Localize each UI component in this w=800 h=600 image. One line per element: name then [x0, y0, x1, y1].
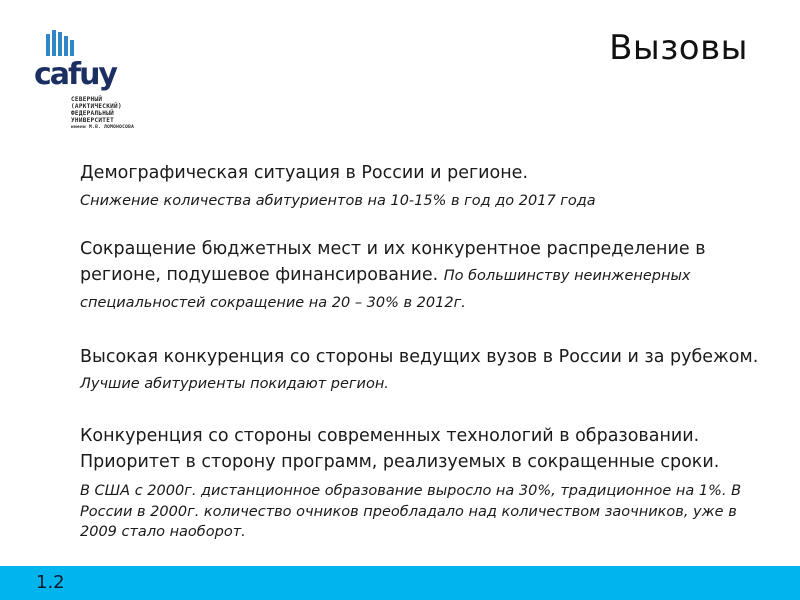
logo-subtitle-line: (АРКТИЧЕСКИЙ) — [71, 103, 122, 110]
item-main: Высокая конкуренция со стороны ведущих вузов в России и за рубежом. — [80, 347, 759, 367]
item-note: Лучшие абитуриенты покидают регион. — [80, 376, 389, 392]
item-note: В США с 2000г. дистанционное образование выросло на 30%, традиционное на 1%. В России в 2000г. количество очников преобладало над количеством заочников, уже в 2009 стало наоборот. — [80, 483, 742, 540]
slide-number: 1.2 — [36, 572, 65, 593]
slide-content — [80, 160, 770, 543]
item-block — [80, 236, 770, 316]
logo-wordmark: cafuy — [34, 57, 116, 92]
item-note: Снижение количества абитуриентов на 10-15% в год до 2017 года — [80, 193, 596, 209]
item-block — [80, 344, 770, 397]
logo-subtitle-line: ФЕДЕРАЛЬНЫЙ — [71, 110, 115, 117]
logo-subtitle-line: УНИВЕРСИТЕТ — [71, 117, 115, 124]
slide-title: Вызовы — [609, 28, 748, 68]
footer-bar — [0, 566, 800, 600]
logo-subtitle — [71, 96, 135, 131]
university-logo — [28, 30, 135, 150]
logo-subtitle-line: имени М.В. ЛОМОНОСОВА — [71, 125, 135, 130]
logo-subtitle-line: СЕВЕРНЫЙ — [71, 96, 103, 103]
item-note: По большинству неинженерных специальностей сокращение на 20 – 30% в 2012г. — [80, 268, 691, 311]
item-main: Сокращение бюджетных мест и их конкурентное распределение в регионе, подушевое финансирование. — [80, 239, 706, 285]
item-main: Конкуренция со стороны современных технологий в образовании. Приоритет в сторону программ, реализуемых в сокращенные сроки. — [80, 426, 720, 472]
item-main: Демографическая ситуация в России и регионе. — [80, 163, 529, 183]
logo-mark-icon — [40, 30, 80, 60]
